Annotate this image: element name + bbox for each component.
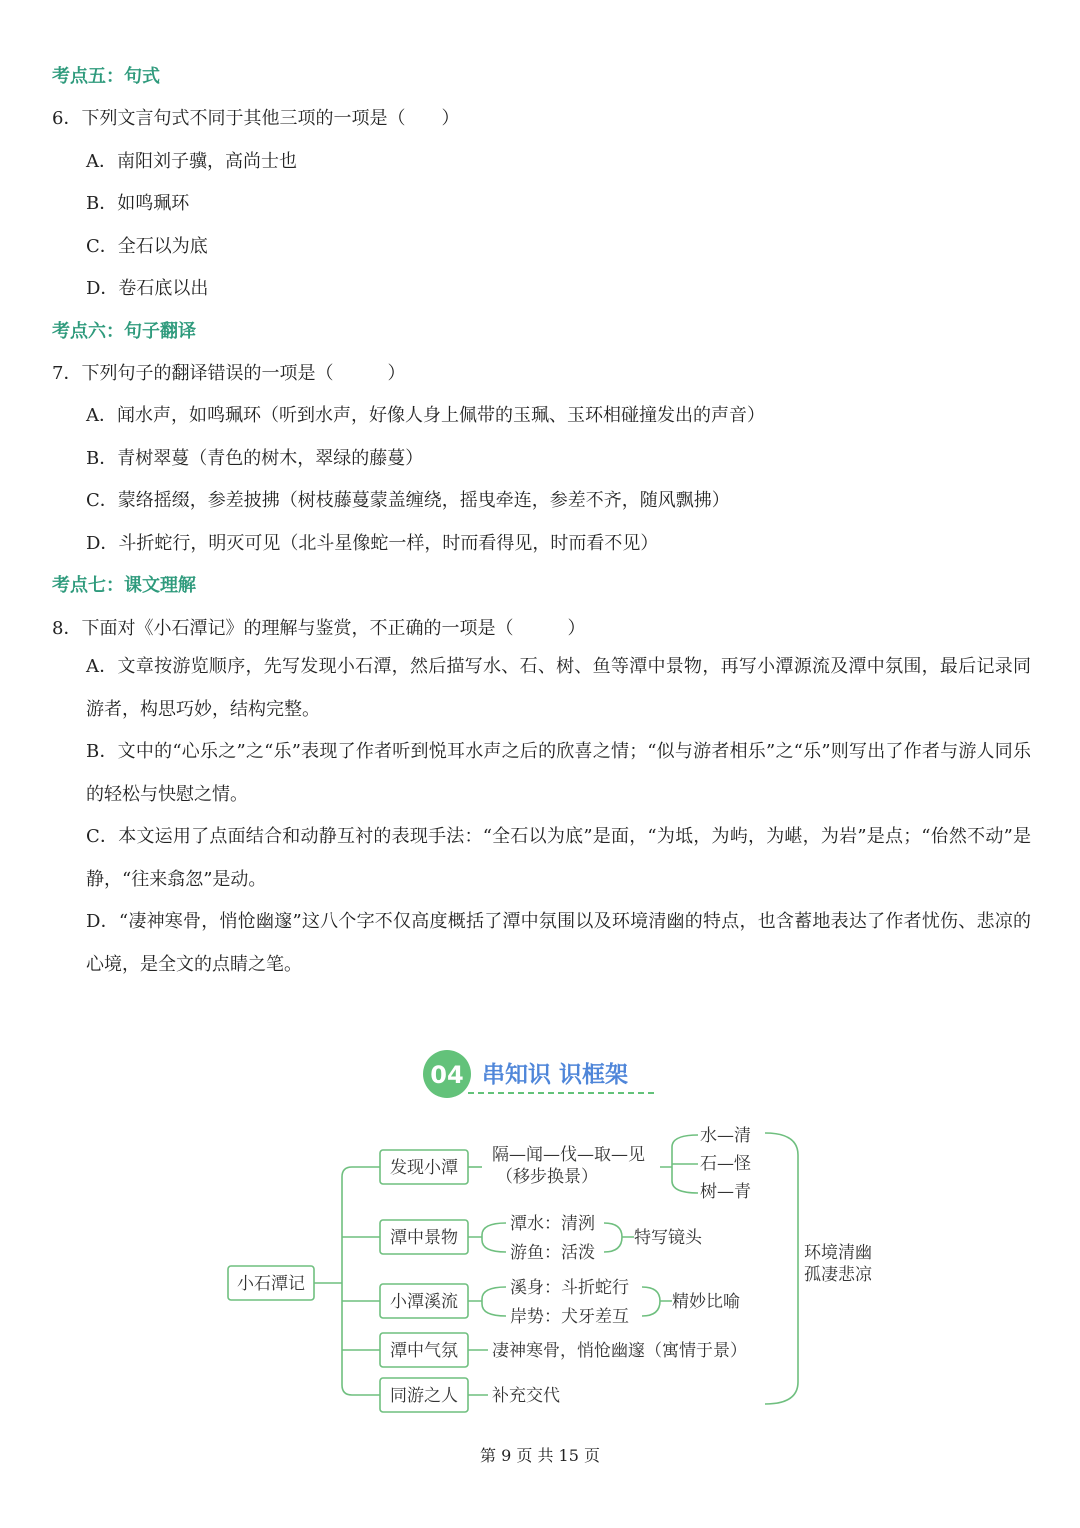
branch-1-label: 发现小潭: [390, 1158, 458, 1178]
branch45-connectors: [468, 1350, 488, 1395]
question-8-stem: 8．下面对《小石潭记》的理解与鉴赏，不正确的一项是（ ）: [52, 618, 586, 639]
branch-5-label: 同游之人: [390, 1386, 458, 1406]
branch3-bracket: [468, 1287, 506, 1316]
branch-3-merge-label: 精妙比喻: [672, 1292, 740, 1312]
section-heading-6: 考点六：句子翻译: [52, 321, 196, 342]
section-heading-5: 考点五：句式: [52, 66, 160, 87]
section-badge: [423, 1050, 658, 1098]
branch-4-label: 潭中气氛: [390, 1341, 458, 1361]
question-8-option-c: C．本文运用了点面结合和动静互衬的表现手法：“全石以为底”是面，“为坻，为屿，为嵁，为岩”是点；“佁然不动”是静，“往来翕忽”是动。: [86, 826, 1031, 890]
branch2-merge-bracket: [604, 1223, 634, 1252]
branch-3-sub-1: 溪身：斗折蛇行: [510, 1278, 629, 1298]
branch-2-sub-2: 游鱼：活泼: [510, 1243, 595, 1263]
question-6-option-c: C．全石以为底: [86, 236, 208, 257]
question-6-stem: 6．下列文言句式不同于其他三项的一项是（ ）: [52, 108, 460, 129]
section-heading-7: 考点七：课文理解: [52, 575, 196, 596]
summary-line-2: 孤凄悲凉: [804, 1265, 872, 1285]
question-8-option-d: D．“凄神寒骨，悄怆幽邃”这八个字不仅高度概括了潭中氛围以及环境清幽的特点，也含蓄地表达了作者忧伤、悲凉的心境，是全文的点睛之笔。: [86, 911, 1031, 975]
branch-3-sub-2: 岸势：犬牙差互: [510, 1307, 629, 1327]
branch3-merge-bracket: [642, 1287, 672, 1316]
question-7-stem: 7．下列句子的翻译错误的一项是（ ）: [52, 363, 406, 384]
branch-1-detail-1: 隔—闻—伐—取—见: [492, 1145, 645, 1165]
question-6-option-b: B．如鸣珮环: [86, 193, 190, 214]
branch-2-merge-label: 特写镜头: [634, 1228, 702, 1248]
branch-1-detail-2: （移步换景）: [496, 1167, 598, 1187]
root-label: 小石潭记: [237, 1274, 305, 1294]
branch-5-detail: 补充交代: [492, 1386, 560, 1406]
summary-bracket: [765, 1133, 798, 1404]
knowledge-framework-mindmap: [0, 1030, 1080, 1430]
branch-1-sub-2: 石—怪: [700, 1154, 751, 1174]
page-footer: 第 9 页 共 15 页: [480, 1446, 600, 1465]
branch-2-label: 潭中景物: [390, 1228, 458, 1248]
branch-3-label: 小潭溪流: [390, 1292, 458, 1312]
branch2-bracket: [468, 1223, 506, 1252]
question-6-option-d: D．卷石底以出: [86, 278, 209, 299]
badge-title: 串知识 识框架: [482, 1062, 629, 1088]
question-7-option-c: C．蒙络摇缀，参差披拂（树枝藤蔓蒙盖缠绕，摇曳牵连，参差不齐，随风飘拂）: [86, 490, 730, 511]
question-8-option-b: B．文中的“心乐之”之“乐”表现了作者听到悦耳水声之后的欣喜之情；“似与游者相乐”之“乐”则写出了作者与游人同乐的轻松与快慰之情。: [86, 741, 1031, 805]
branch-1-sub-1: 水—清: [700, 1126, 751, 1146]
branch-2-sub-1: 潭水：清洌: [510, 1214, 595, 1234]
question-7-option-d: D．斗折蛇行，明灭可见（北斗星像蛇一样，时而看得见，时而看不见）: [86, 533, 659, 554]
trunk-line: [342, 1167, 352, 1395]
question-8-option-a: A．文章按游览顺序，先写发现小石潭，然后描写水、石、树、鱼等潭中景物，再写小潭源流及潭中氛围，最后记录同游者，构思巧妙，结构完整。: [86, 656, 1031, 720]
summary-line-1: 环境清幽: [804, 1243, 872, 1263]
badge-number: 04: [430, 1061, 464, 1089]
question-7-option-b: B．青树翠蔓（青色的树木，翠绿的藤蔓）: [86, 448, 424, 469]
branch-4-detail: 凄神寒骨，悄怆幽邃（寓情于景）: [492, 1341, 747, 1361]
branch-connectors: [342, 1237, 380, 1350]
branch-1-sub-3: 树—青: [700, 1182, 751, 1202]
question-7-option-a: A．闻水声，如鸣珮环（听到水声，好像人身上佩带的玉珮、玉环相碰撞发出的声音）: [86, 405, 765, 426]
branch-connectors-ends: [352, 1167, 380, 1395]
branch1-sub-bracket: [660, 1135, 698, 1193]
question-6-option-a: A．南阳刘子骥，高尚士也: [86, 151, 297, 172]
